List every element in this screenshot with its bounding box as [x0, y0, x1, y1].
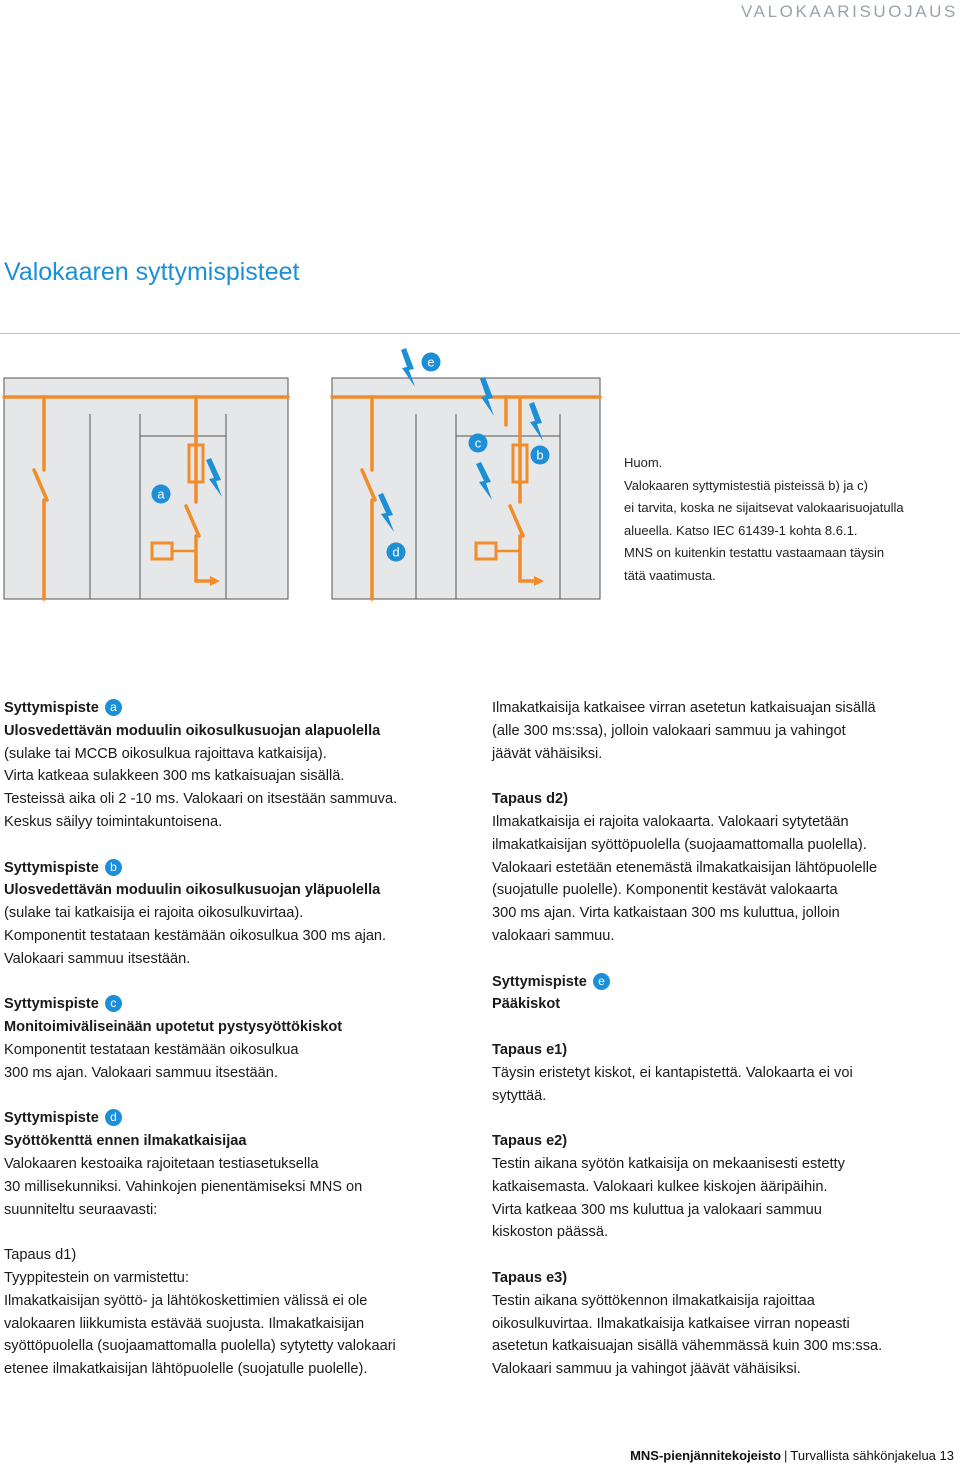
- ignition-point-a: [4, 697, 464, 834]
- section-tag: VALOKAARISUOJAUS: [740, 2, 958, 21]
- left-column: [4, 697, 464, 1381]
- ignition-point-heading: Ulosvedettävän moduulin oikosulkusuojan yläpuolella: [4, 882, 381, 899]
- ignition-point-heading: Monitoimiväliseinään upotetut pystysyöttökiskot: [4, 1019, 343, 1036]
- page-title: Valokaaren syttymispisteet: [4, 258, 300, 286]
- ignition-point-label: Syttymispiste: [492, 973, 587, 990]
- body-line: Valokaaren kestoaika rajoitetaan testiasetuksella: [4, 1155, 319, 1172]
- svg-text:c: c: [474, 435, 482, 451]
- note-line: Valokaaren syttymistestiä pisteissä b) ja c): [624, 477, 868, 493]
- badge-a: a: [105, 699, 122, 716]
- case-d1: [4, 1244, 464, 1381]
- note-line: ei tarvita, koska ne sijaitsevat valokaarisuojatulla: [624, 500, 904, 515]
- body-line: Komponentit testataan kestämään oikosulkua 300 ms ajan.: [4, 927, 387, 944]
- body-line: 300 ms ajan. Virta katkaistaan 300 ms kuluttua, jolloin: [492, 905, 840, 922]
- body-line: Komponentit testataan kestämään oikosulkua: [4, 1041, 299, 1058]
- body-line: Valokaari sammuu itsestään.: [4, 950, 191, 967]
- note-line: Huom.: [624, 455, 663, 470]
- d1-continuation: [492, 697, 952, 765]
- note-line: MNS on kuitenkin testattu vastaamaan täysin: [624, 545, 885, 560]
- label-badge-a: [152, 485, 171, 504]
- body-line: (sulake tai katkaisija ei rajoita oikosulkuvirtaa).: [4, 905, 304, 922]
- body-line: 30 millisekunniksi. Vahinkojen pienentämiseksi MNS on: [4, 1178, 363, 1195]
- label-badge-d: [387, 543, 406, 562]
- body-line: oikosulkuvirtaa. Ilmakatkaisija katkaisee virran nopeasti: [492, 1315, 850, 1332]
- badge-c: c: [105, 995, 122, 1012]
- case-e1: [492, 1039, 952, 1107]
- case-e3: [492, 1267, 952, 1381]
- svg-text:b: b: [536, 447, 544, 463]
- body-line: Testin aikana syötön katkaisija on mekaanisesti estetty: [492, 1155, 845, 1172]
- badge-e: e: [593, 973, 610, 990]
- svg-text:a: a: [157, 486, 165, 502]
- body-line: kiskoston päässä.: [492, 1224, 609, 1241]
- body-line: ilmakatkaisijan syöttöpuolella (suojaamattomalla puolella).: [492, 836, 867, 853]
- case-title: Tapaus e2): [492, 1133, 568, 1150]
- body-line: Ilmakatkaisija ei rajoita valokaarta. Valokaari sytytetään: [492, 813, 849, 830]
- page-number: 13: [939, 1448, 954, 1463]
- switchboard-panel-left: [4, 378, 288, 599]
- ignition-point-heading: Ulosvedettävän moduulin oikosulkusuojan alapuolella: [4, 722, 381, 739]
- ignition-point-label: Syttymispiste: [4, 859, 99, 876]
- body-line: etenee ilmakatkaisijan lähtöpuolelle (suojatulle puolelle).: [4, 1361, 368, 1378]
- badge-d: d: [105, 1109, 122, 1126]
- body-line: Tyyppitestein on varmistettu:: [4, 1269, 189, 1286]
- case-e2: [492, 1130, 952, 1244]
- body-line: (alle 300 ms:ssa), jolloin valokaari sammuu ja vahingot: [492, 722, 846, 739]
- body-line: Ilmakatkaisija katkaisee virran asetetun katkaisuajan sisällä: [492, 700, 876, 716]
- ignition-point-d: [4, 1107, 464, 1221]
- ignition-point-e: [492, 971, 952, 1017]
- body-line: sytyttää.: [492, 1087, 547, 1104]
- page-footer: [630, 1448, 954, 1463]
- body-line: syöttöpuolella (suojaamattomalla puolella) sytytetty valokaari: [4, 1338, 396, 1355]
- case-title: Tapaus e3): [492, 1269, 568, 1286]
- ignition-point-label: Syttymispiste: [4, 700, 99, 716]
- body-line: Testeissä aika oli 2 -10 ms. Valokaari on itsestään sammuva.: [4, 791, 398, 808]
- footer-brand: MNS-pienjännitekojeisto: [630, 1448, 782, 1463]
- note-line: alueella. Katso IEC 61439-1 kohta 8.6.1.: [624, 522, 858, 538]
- body-line: Ilmakatkaisijan syöttö- ja lähtökoskettimien välissä ei ole: [4, 1292, 368, 1309]
- arc-ignition-diagram: [0, 340, 620, 605]
- case-title: Tapaus d1): [4, 1247, 77, 1264]
- body-line: Valokaari sammuu ja vahingot jäävät vähäisiksi.: [492, 1361, 801, 1378]
- ignition-point-heading: Pääkiskot: [492, 996, 561, 1013]
- svg-text:d: d: [392, 544, 400, 560]
- case-d2: [492, 788, 952, 948]
- case-title: Tapaus e1): [492, 1041, 568, 1058]
- body-line: 300 ms ajan. Valokaari sammuu itsestään.: [4, 1064, 278, 1081]
- right-column: [492, 697, 952, 1381]
- ignition-point-label: Syttymispiste: [4, 1110, 99, 1127]
- footer-separator: |: [784, 1448, 788, 1463]
- body-line: Valokaari estetään etenemästä ilmakatkaisijan lähtöpuolelle: [492, 859, 878, 876]
- badge-b: b: [105, 859, 122, 876]
- body-line: Täysin eristetyt kiskot, ei kantapistettä. Valokaarta ei voi: [492, 1064, 853, 1081]
- label-badge-c: [469, 434, 488, 453]
- note-line: tätä vaatimusta.: [624, 567, 716, 583]
- footer-section: Turvallista sähkönjakelua: [790, 1448, 936, 1463]
- body-line: asetetun katkaisuajan sisällä vähemmässä kuin 300 ms:ssa.: [492, 1338, 883, 1355]
- body-line: valokaaren liikkumista estävää suojusta. Ilmakatkaisijan: [4, 1315, 365, 1332]
- body-line: Virta katkeaa sulakkeen 300 ms katkaisuajan sisällä.: [4, 768, 345, 785]
- body-line: Virta katkeaa 300 ms kuluttua ja valokaari sammuu: [492, 1201, 822, 1218]
- ignition-point-c: [4, 993, 464, 1084]
- body-line: Keskus säilyy toimintakuntoisena.: [4, 813, 223, 830]
- label-badge-b: [531, 446, 550, 465]
- svg-text:e: e: [427, 354, 435, 370]
- ignition-point-label: Syttymispiste: [4, 996, 99, 1013]
- body-line: (sulake tai MCCB oikosulkua rajoittava katkaisija).: [4, 745, 327, 762]
- ignition-point-b: [4, 857, 464, 971]
- ignition-point-heading: Syöttökenttä ennen ilmakatkaisijaa: [4, 1133, 247, 1150]
- diagram-note: [624, 452, 954, 587]
- body-line: Testin aikana syöttökennon ilmakatkaisija rajoittaa: [492, 1292, 815, 1309]
- title-divider: [0, 333, 960, 334]
- case-title: Tapaus d2): [492, 791, 568, 808]
- body-line: katkaisemasta. Valokaari kulkee kiskojen ääripäihin.: [492, 1178, 828, 1195]
- label-badge-e: [422, 353, 441, 372]
- body-line: (suojatulle puolelle). Komponentit kestävät valokaarta: [492, 882, 838, 899]
- body-line: suunniteltu seuraavasti:: [4, 1201, 158, 1218]
- body-line: valokaari sammuu.: [492, 927, 615, 944]
- body-line: jäävät vähäisiksi.: [492, 745, 603, 762]
